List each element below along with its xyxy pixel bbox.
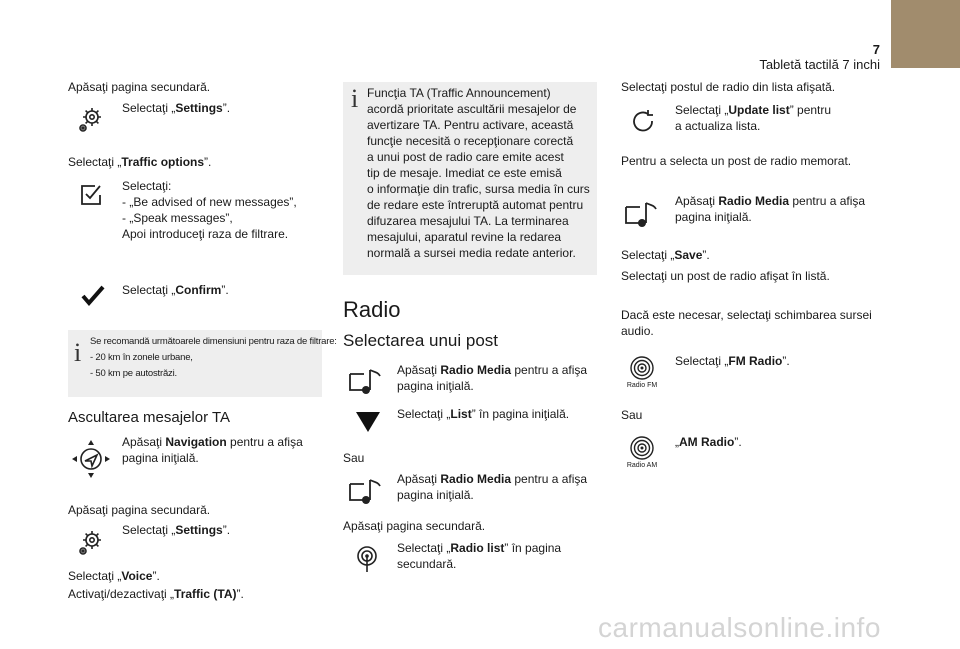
info-line: difuzarea mesajului TA. La terminarea <box>367 214 569 228</box>
instruction-list: Selectaţi „List” în pagina iniţială. <box>397 407 570 421</box>
instruction-am-radio: „AM Radio”. <box>675 435 742 449</box>
chapter-tab <box>891 0 960 68</box>
or-text: Sau <box>343 451 365 465</box>
note-line: - 50 km pe autostrăzi. <box>90 368 177 379</box>
section-heading-ta: Ascultarea mesajelor TA <box>68 409 231 426</box>
instruction-traffic-ta: Activaţi/dezactivaţi „Traffic (TA)”. <box>68 587 244 601</box>
instruction-settings: Selectaţi „Settings”. <box>122 523 231 537</box>
section-heading-radio: Radio <box>343 297 401 322</box>
info-line: a unui post de radio care emite acest <box>367 150 564 164</box>
instruction-text: Dacă este necesar, selectaţi schimbarea sursei <box>621 308 872 322</box>
info-line: avertizare TA. Pentru activare, această <box>367 118 574 132</box>
instruction-text: Apăsaţi pagina secundară. <box>68 80 211 94</box>
radio-am-icon-label: Radio AM <box>626 462 658 469</box>
instruction-text: Apăsaţi pagina secundară. <box>343 519 486 533</box>
option-speak: - „Speak messages”, <box>122 211 233 225</box>
instruction-text: Selectaţi un post de radio afişat în listă. <box>621 269 830 283</box>
instruction-voice: Selectaţi „Voice”. <box>68 569 160 583</box>
instruction-radio-media-line2: pagina iniţială. <box>675 210 752 224</box>
or-text: Sau <box>621 408 643 422</box>
note-line: Se recomandă următoarele dimensiuni pentru raza de filtrare: <box>90 336 337 347</box>
info-line: mesajului, aparatul revine la redarea <box>367 230 562 244</box>
radio-am-icon <box>629 435 655 461</box>
checkbox-edit-icon <box>76 180 106 210</box>
instruction-radio-list-line2: secundară. <box>397 557 457 571</box>
info-box <box>343 82 597 275</box>
info-line: acordă prioritate ascultării mesajelor de <box>367 102 577 116</box>
info-line: o informaţie din trafic, sursa media în curs <box>367 182 590 196</box>
instruction-confirm: Selectaţi „Confirm”. <box>122 283 229 297</box>
note-box <box>68 330 337 397</box>
instruction-traffic-options: Selectaţi „Traffic options”. <box>68 155 212 169</box>
instruction-radio-media-line2: pagina iniţială. <box>397 488 474 502</box>
navigation-icon <box>70 438 112 480</box>
instruction-update-list: Selectaţi „Update list” pentru <box>675 103 832 117</box>
info-icon: i <box>74 338 82 367</box>
instruction-text-line2: audio. <box>621 324 654 338</box>
info-line: Funcţia TA (Traffic Announcement) <box>367 86 551 100</box>
radio-media-icon <box>624 199 662 229</box>
checkmark-icon <box>78 281 108 311</box>
radio-media-icon <box>348 366 386 396</box>
page-number: 7 <box>872 42 880 57</box>
instruction-radio-list: Selectaţi „Radio list” în pagina <box>397 541 562 555</box>
info-icon: i <box>351 84 359 113</box>
radio-fm-icon <box>629 355 655 381</box>
filter-radius-text: Apoi introduceţi raza de filtrare. <box>122 227 289 241</box>
settings-gear-icon <box>76 104 106 134</box>
info-line: funcţie necesită o recepţionare corectă <box>367 134 574 148</box>
instruction-text: Selectaţi postul de radio din lista afişată. <box>621 80 836 94</box>
radio-list-icon <box>352 544 382 574</box>
option-advised: - „Be advised of new messages”, <box>122 195 297 209</box>
watermark: carmanualsonline.info <box>598 612 881 643</box>
settings-gear-icon <box>76 527 106 557</box>
note-line: - 20 km în zonele urbane, <box>90 352 193 363</box>
instruction-settings: Selectaţi „Settings”. <box>122 101 231 115</box>
instruction-save: Selectaţi „Save”. <box>621 248 710 262</box>
instruction-radio-media: Apăsaţi Radio Media pentru a afişa <box>397 472 588 486</box>
instruction-navigation-line2: pagina iniţială. <box>122 451 199 465</box>
radio-fm-icon-label: Radio FM <box>626 382 658 389</box>
page-title: Tabletă tactilă 7 inchi <box>759 57 880 72</box>
instruction-navigation: Apăsaţi Navigation pentru a afişa <box>122 435 303 449</box>
instruction-update-list-line2: a actualiza lista. <box>675 119 761 133</box>
instruction-text: Apăsaţi pagina secundară. <box>68 503 211 517</box>
info-line: normală a sursei media redate anterior. <box>367 246 576 260</box>
refresh-icon <box>628 108 658 138</box>
info-line: de redare este întreruptă automat pentru <box>367 198 584 212</box>
instruction-radio-media-line2: pagina iniţială. <box>397 379 474 393</box>
instruction-radio-media: Apăsaţi Radio Media pentru a afişa <box>397 363 588 377</box>
info-text <box>367 85 590 261</box>
triangle-down-icon <box>354 410 382 434</box>
instruction-fm-radio: Selectaţi „FM Radio”. <box>675 354 790 368</box>
instruction-radio-media: Apăsaţi Radio Media pentru a afişa <box>675 194 866 208</box>
select-label: Selectaţi: <box>122 179 172 193</box>
radio-media-icon <box>348 476 386 506</box>
subheading-select-station: Selectarea unui post <box>343 331 498 350</box>
info-line: tip de mesaje. Imediat ce este emisă <box>367 166 562 180</box>
instruction-text: Pentru a selecta un post de radio memorat. <box>621 154 852 168</box>
